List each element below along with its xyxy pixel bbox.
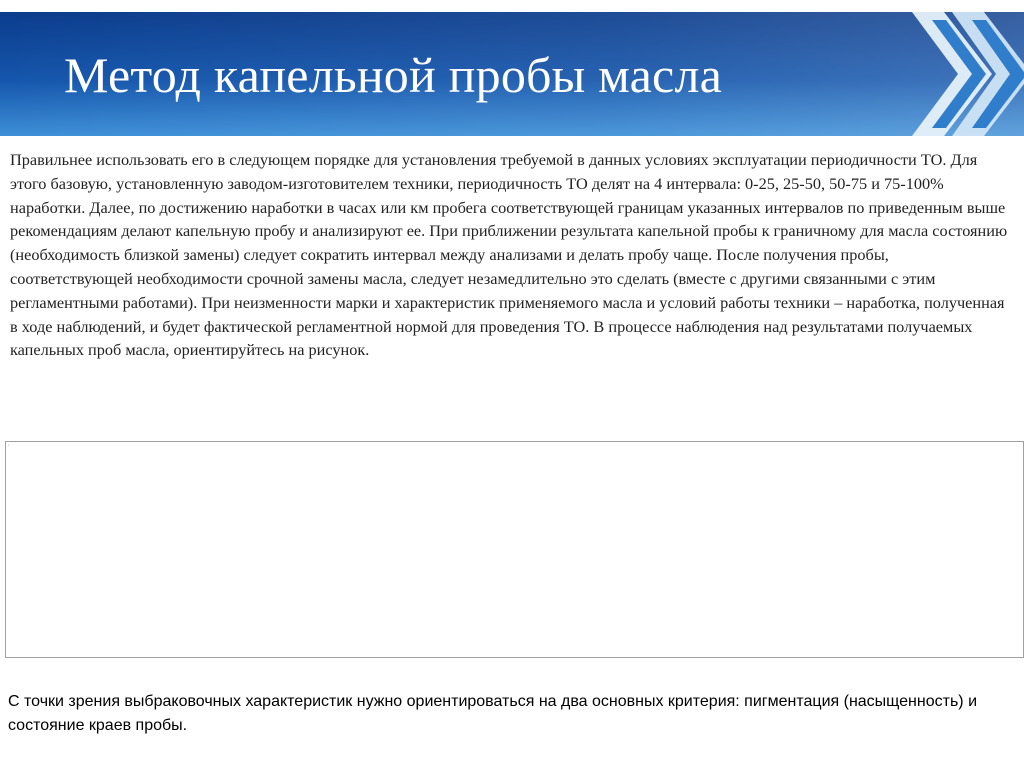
body-paragraph: Правильнее использовать его в следующем порядке для установления требуемой в данных условиях эксплуатации периодичности ТО. Для этого базовую, установленную заводом-изготовителем техники, периодичность ТО делят на 4 интервала: 0-25, 25-50, 50-75 и 75-100% наработки. Далее, по достижению наработки в часах или км пробега соответствующей границам указанных интервалов по приведенным выше рекомендациям делают капельную пробу и анализируют ее. При приближении результата капельной пробы к граничному для масла состоянию (необходимость близкой замены) следует сократить интервал между анализами и делать пробу чаще. После получения пробы, соответствующей необходимости срочной замены масла, следует незамедлительно это сделать (вместе с другими связанными с этим регламентными работами). При неизменности марки и характеристик применяемого масла и условий работы техники – наработка, полученная в ходе наблюдений, и будет фактической регламентной нормой для проведения ТО. В процессе наблюдения над результатами получаемых капельных проб масла, ориентируйтесь на рисунок. [10,150,1008,360]
title-banner [0,12,1024,136]
footer-paragraph: С точки зрения выбраковочных характеристик нужно ориентироваться на два основных критерия: пигментация (насыщенность) и состояние краев пробы. [8,693,977,734]
figure-placeholder [5,441,1024,658]
top-strip [0,0,1024,12]
slide-title: Метод капельной пробы масла [64,47,722,103]
broken-image-icon: ▫ [8,443,10,447]
